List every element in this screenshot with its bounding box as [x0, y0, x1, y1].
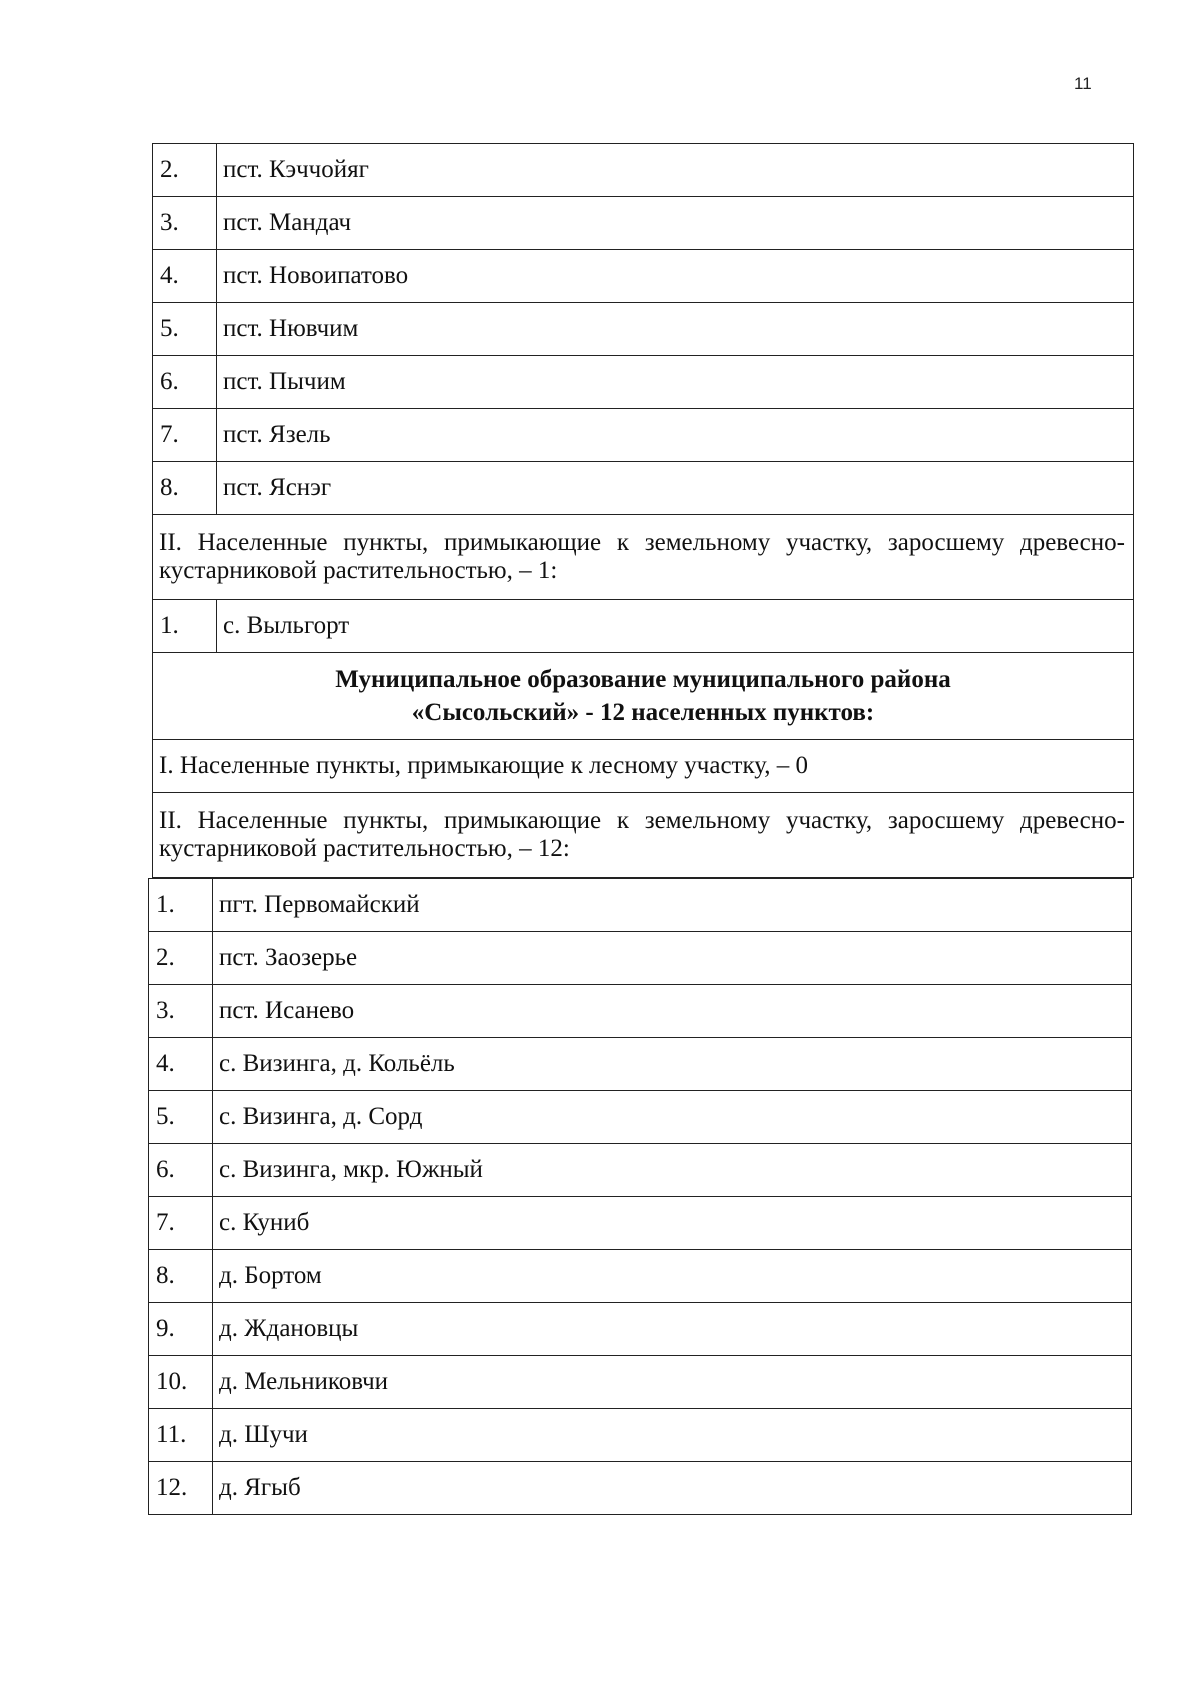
- row-number: 4.: [153, 250, 217, 303]
- settlement-name: с. Визинга, д. Сорд: [213, 1091, 1132, 1144]
- table-row: [149, 1356, 1132, 1409]
- row-number: 5.: [153, 303, 217, 356]
- settlement-name: с. Визинга, д. Кольёль: [213, 1038, 1132, 1091]
- settlement-name: пст. Язель: [217, 409, 1134, 462]
- table-row: [153, 303, 1134, 356]
- row-number: 3.: [153, 197, 217, 250]
- settlement-name: д. Бортом: [213, 1250, 1132, 1303]
- group2-heading: II. Населенные пункты, примыкающие к земельному участку, заросшему древесно-кустарниковой растительностью, – 12:: [153, 793, 1134, 878]
- table-row: [153, 462, 1134, 515]
- table-row: [153, 197, 1134, 250]
- group-heading-row: [153, 740, 1134, 793]
- row-number: 8.: [153, 462, 217, 515]
- section-title-line-1: Муниципальное образование муниципального района: [335, 666, 951, 693]
- settlement-name: пгт. Первомайский: [213, 879, 1132, 932]
- table-row: [149, 1462, 1132, 1515]
- row-number: 6.: [149, 1144, 213, 1197]
- table-row: [149, 1409, 1132, 1462]
- table-row: [153, 144, 1134, 197]
- row-number: 2.: [153, 144, 217, 197]
- table-row: [149, 879, 1132, 932]
- row-number: 3.: [149, 985, 213, 1038]
- settlement-name: д. Шучи: [213, 1409, 1132, 1462]
- row-number: 11.: [149, 1409, 213, 1462]
- settlement-name: пст. Яснэг: [217, 462, 1134, 515]
- settlement-name: пст. Исанево: [213, 985, 1132, 1038]
- table-row: [149, 932, 1132, 985]
- row-number: 7.: [149, 1197, 213, 1250]
- settlement-name: д. Ждановцы: [213, 1303, 1132, 1356]
- table-row: [149, 985, 1132, 1038]
- row-number: 7.: [153, 409, 217, 462]
- settlements-table-bottom: [148, 878, 1132, 1515]
- settlement-name: д. Ягыб: [213, 1462, 1132, 1515]
- settlements-table-top: [152, 143, 1134, 878]
- settlement-name: с. Выльгорт: [217, 600, 1134, 653]
- row-number: 8.: [149, 1250, 213, 1303]
- row-number: 2.: [149, 932, 213, 985]
- table-row: [149, 1091, 1132, 1144]
- row-number: 6.: [153, 356, 217, 409]
- group-heading-row: [153, 793, 1134, 878]
- settlement-name: пст. Новоипатово: [217, 250, 1134, 303]
- row-number: 4.: [149, 1038, 213, 1091]
- row-number: 12.: [149, 1462, 213, 1515]
- row-number: 10.: [149, 1356, 213, 1409]
- settlement-name: с. Куниб: [213, 1197, 1132, 1250]
- row-number: 5.: [149, 1091, 213, 1144]
- row-number: 9.: [149, 1303, 213, 1356]
- section-title: [153, 653, 1134, 740]
- row-number: 1.: [153, 600, 217, 653]
- table-row: [149, 1303, 1132, 1356]
- group-heading-row: [153, 515, 1134, 600]
- row-number: 1.: [149, 879, 213, 932]
- table-row: [153, 409, 1134, 462]
- group1-heading: I. Населенные пункты, примыкающие к лесному участку, – 0: [153, 740, 1134, 793]
- table-row: [149, 1038, 1132, 1091]
- settlement-name: пст. Заозерье: [213, 932, 1132, 985]
- settlement-name: пст. Пычим: [217, 356, 1134, 409]
- settlement-name: с. Визинга, мкр. Южный: [213, 1144, 1132, 1197]
- table-row: [153, 600, 1134, 653]
- section-title-line-2: «Сысольский» - 12 населенных пунктов:: [411, 699, 875, 726]
- settlement-name: пст. Мандач: [217, 197, 1134, 250]
- settlement-name: д. Мельниковчи: [213, 1356, 1132, 1409]
- table-row: [153, 250, 1134, 303]
- settlement-name: пст. Кэччойяг: [217, 144, 1134, 197]
- group2-heading: II. Населенные пункты, примыкающие к земельному участку, заросшему древесно-кустарниковой растительностью, – 1:: [153, 515, 1134, 600]
- table-row: [149, 1144, 1132, 1197]
- table-row: [149, 1250, 1132, 1303]
- section-title-row: [153, 653, 1134, 740]
- table-row: [153, 356, 1134, 409]
- settlement-name: пст. Нювчим: [217, 303, 1134, 356]
- page-number: 11: [1074, 74, 1092, 93]
- table-row: [149, 1197, 1132, 1250]
